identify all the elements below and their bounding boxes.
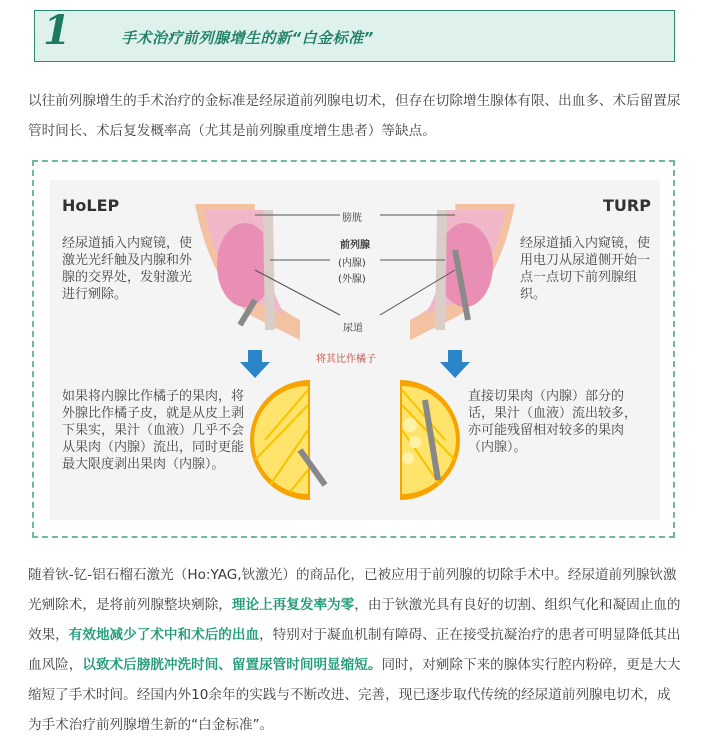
holep-title: HoLEP — [62, 196, 120, 215]
holep-description: 经尿道插入内窥镜，使激光光纤触及内腺和外腺的交界处，发射激光进行剜除。 — [62, 236, 193, 302]
turp-title: TURP — [603, 196, 651, 215]
inner-gland-label: (内腺) — [338, 258, 366, 269]
right-down-arrow-icon — [440, 362, 470, 378]
turp-description: 经尿道插入内窥镜，使用电刀从尿道侧开始一点一点切下前列腺组织。 — [520, 236, 651, 302]
prostate-label: 前列腺 — [340, 240, 370, 251]
highlight-recurrence: 理论上再复发率为零 — [231, 597, 355, 613]
holep-analogy: 如果将内腺比作橘子的果肉，将外腺比作橘子皮，就是从皮上剥下果实，果汁（血液）几乎不会从果肉（内腺）流出，同时更能最大限度剥出果肉（内腺）。 — [62, 389, 245, 472]
left-down-arrow-icon — [240, 362, 270, 378]
body-text-2: ，由于钬激光具有良好的切割、组织气化和凝固止血的效果， — [28, 597, 681, 643]
outer-gland-label: (外腺) — [338, 274, 366, 285]
turp-analogy: 直接切果肉（内腺）部分的话，果汁（血液）流出较多，亦可能残留相对较多的果肉（内腺）。 — [468, 389, 638, 455]
body-paragraph — [28, 560, 684, 740]
body-text-1: 随着钬-钇-铝石榴石激光（Ho:YAG,钬激光）的商品化，已被应用于前列腺的切除手术中。经尿道前列腺钬激光剜除术，是将前列腺整块剜除， — [28, 567, 677, 613]
right-urethra — [440, 210, 442, 330]
section-banner — [34, 7, 675, 62]
highlight-bleeding: 有效地减少了术中和术后的出血 — [68, 627, 260, 643]
intro-paragraph: 以往前列腺增生的手术治疗的金标准是经尿道前列腺电切术，但存在切除增生腺体有限、出血多、术后留置尿管时间长、术后复发概率高（尤其是前列腺重度增生患者）等缺点。 — [28, 93, 681, 139]
section-number: 1 — [43, 7, 71, 54]
left-urethra — [268, 210, 270, 330]
body-text-3: ，特别对于凝血机制有障碍、正在接受抗凝治疗的患者可明显降低其出血风险， — [28, 627, 681, 673]
body-text-4: 同时，对剜除下来的腺体实行腔内粉碎，更是大大缩短了手术时间。经国内外10余年的实践与不断改进、完善，现已逐步取代传统的经尿道前列腺电切术，成为手术治疗前列腺增生新的“白金标准”。 — [28, 657, 681, 733]
orange-analogy-label: 将其比作橘子 — [316, 354, 376, 365]
section-title: 手术治疗前列腺增生的新“白金标准” — [121, 29, 374, 47]
highlight-catheter-time: 以致术后膀胱冲洗时间、留置尿管时间明显缩短。 — [82, 657, 382, 673]
comparison-diagram — [50, 180, 660, 520]
urethra-label: 尿道 — [343, 323, 363, 334]
bladder-label: 膀胱 — [342, 213, 362, 224]
